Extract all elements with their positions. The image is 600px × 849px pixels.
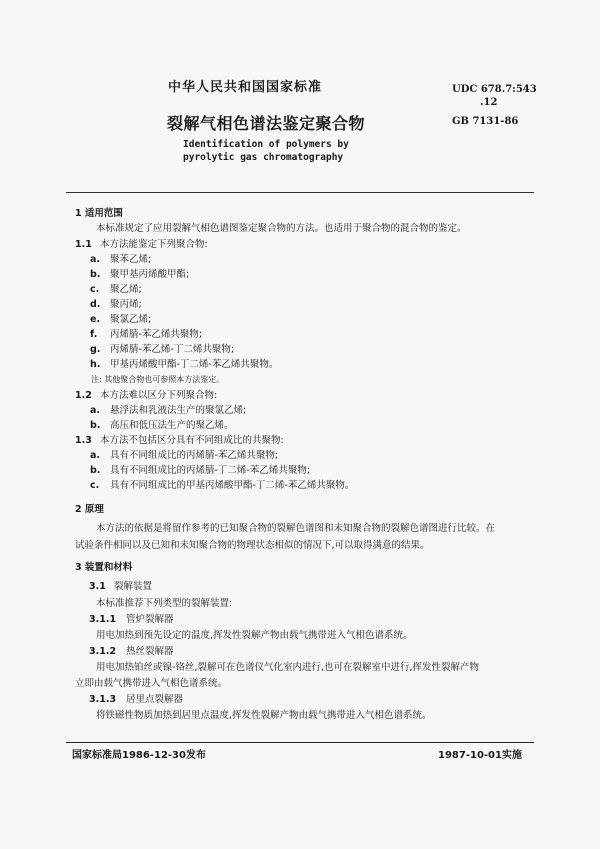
section-2-body-line2: 试验条件相同以及已知和未知聚合物的物理状态相似的情况下,可以取得满意的结果。 (75, 540, 430, 551)
clause-text: 热丝裂解器 (126, 646, 174, 657)
clause-number: 1.2 (75, 390, 92, 401)
clause-number: 3.1 (89, 581, 106, 592)
document-title-en-line1: Identification of polymers by (183, 139, 349, 150)
list-item (90, 419, 234, 433)
list-text: 聚丙烯; (110, 299, 142, 310)
clause-3-1-1-body: 用电加热到预先设定的温度,挥发性裂解产物由载气携带进入气相色谱系统。 (96, 630, 413, 641)
list-item (90, 298, 142, 312)
clause-text: 居里点裂解器 (126, 694, 184, 705)
clause-number: 3.1.2 (89, 646, 117, 657)
clause-3-1-3 (89, 693, 183, 707)
list-item (90, 449, 278, 463)
document-title-en-line2: pyrolytic gas chromatography (183, 152, 344, 163)
list-text: 高压和低压法生产的聚乙烯。 (110, 420, 234, 431)
issuing-country-title: 中华人民共和国国家标准 (168, 80, 323, 95)
clause-note: 注: 其他聚合物也可参照本方法鉴定。 (91, 375, 225, 384)
list-text: 悬浮法和乳液法生产的聚氯乙烯; (110, 405, 247, 416)
issue-date: 国家标准局1986-12-30发布 (72, 750, 206, 761)
clause-text: 本方法难以区分下列聚合物: (100, 390, 218, 401)
clause-3-1-3-body: 将铁磁性物质加热到居里点温度,挥发性裂解产物由载气携带进入气相色谱系统。 (96, 710, 432, 721)
clause-text: 本方法不包括区分具有不同组成比的共聚物: (100, 435, 284, 446)
udc-code: UDC 678.7:543 (452, 84, 537, 95)
list-marker: d. (90, 299, 101, 310)
list-marker: h. (90, 359, 101, 370)
clause-number: 3.1.3 (89, 694, 117, 705)
clause-1-2 (75, 389, 217, 403)
list-marker: a. (90, 405, 101, 416)
list-item (90, 253, 151, 267)
clause-number: 1.1 (75, 239, 92, 250)
list-item (90, 313, 151, 327)
list-marker: c. (90, 480, 100, 491)
list-text: 丙烯腈-苯乙烯-丁二烯共聚物; (110, 344, 235, 355)
standard-number: GB 7131-86 (452, 116, 519, 127)
section-1-intro: 本标准规定了应用裂解气相色谱图鉴定聚合物的方法。也适用于聚合物的混合物的鉴定。 (96, 223, 467, 234)
list-item (90, 479, 354, 493)
list-text: 聚氯乙烯; (110, 314, 152, 325)
clause-text: 管炉裂解器 (126, 614, 174, 625)
udc-code-continued: .12 (480, 97, 498, 108)
clause-text: 裂解装置 (114, 581, 153, 592)
clause-1-3 (75, 434, 284, 448)
section-2-heading: 2 原理 (75, 504, 104, 515)
list-text: 丙烯腈-苯乙烯共聚物; (110, 329, 203, 340)
effective-date: 1987-10-01实施 (438, 750, 522, 761)
list-marker: f. (90, 329, 98, 340)
section-1-heading: 1 适用范围 (75, 208, 123, 219)
section-2-body-line1: 本方法的依据是将留作参考的已知聚合物的裂解色谱图和未知聚合物的裂解色谱图进行比较。在 (96, 523, 496, 534)
list-item (90, 283, 142, 297)
clause-3-1-2 (89, 645, 174, 659)
list-marker: a. (90, 254, 101, 265)
document-title-cn: 裂解气相色谱法鉴定聚合物 (167, 114, 366, 133)
clause-3-1-intro: 本标准推荐下列类型的裂解装置: (96, 598, 233, 609)
list-text: 聚乙烯; (110, 284, 142, 295)
clause-3-1 (89, 580, 152, 594)
clause-number: 3.1.1 (89, 614, 117, 625)
header-divider (66, 192, 534, 193)
list-text: 具有不同组成比的丙烯腈-丁二烯-苯乙烯共聚物; (110, 465, 311, 476)
clause-3-1-1 (89, 613, 174, 627)
list-item (90, 343, 234, 357)
clause-text: 本方法能鉴定下列聚合物: (100, 239, 208, 250)
clause-3-1-2-body-line1: 用电加热铂丝或镍-铬丝,裂解可在色谱仪气化室内进行,也可在裂解室中进行,挥发性裂解产物 (96, 662, 479, 673)
list-marker: a. (90, 450, 101, 461)
clause-1-1 (75, 238, 208, 252)
list-marker: b. (90, 420, 101, 431)
list-text: 聚苯乙烯; (110, 254, 152, 265)
list-item (90, 268, 189, 282)
list-marker: c. (90, 284, 100, 295)
clause-3-1-2-body-line2: 立即由载气携带进入气相色谱系统。 (75, 678, 228, 689)
list-item (90, 404, 246, 418)
list-item (90, 358, 278, 372)
list-text: 具有不同组成比的丙烯腈-苯乙烯共聚物; (110, 450, 279, 461)
list-text: 具有不同组成比的甲基丙烯酸甲酯-丁二烯-苯乙烯共聚物。 (110, 480, 355, 491)
clause-number: 1.3 (75, 435, 92, 446)
list-text: 甲基丙烯酸甲酯-丁二烯-苯乙烯共聚物。 (110, 359, 279, 370)
list-marker: b. (90, 269, 101, 280)
list-marker: e. (90, 314, 101, 325)
footer-divider (66, 742, 534, 743)
list-text: 聚甲基丙烯酸甲酯; (110, 269, 190, 280)
list-item (90, 464, 310, 478)
list-marker: g. (90, 344, 101, 355)
list-item (90, 328, 202, 342)
list-marker: b. (90, 465, 101, 476)
section-3-heading: 3 装置和材料 (75, 562, 133, 573)
